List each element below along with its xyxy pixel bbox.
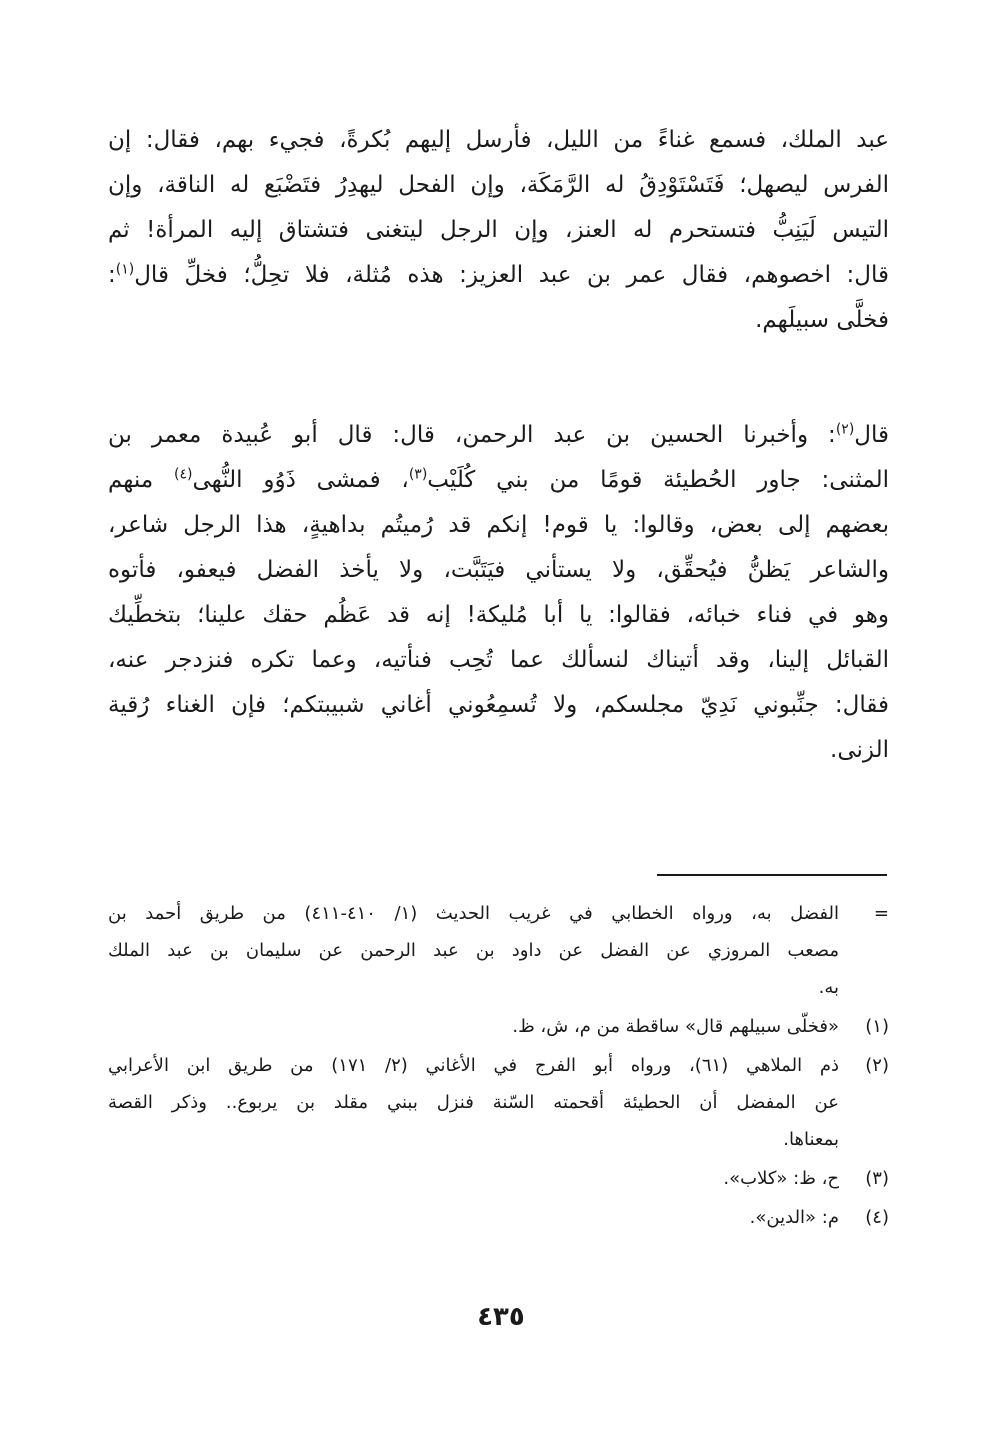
footnote-line: عن المفضل أن الحطيئة أقحمته السّنة فنزل ببني مقلد بن يربوع.. وذكر القصة [108, 1092, 839, 1113]
footnote-mark: (٤) [865, 1207, 889, 1228]
page-number: ٤٣٥ [477, 1302, 525, 1332]
footnote-body [108, 1008, 839, 1045]
footnote-separator [657, 874, 887, 876]
footnote-line: «فخلّى سبيلهم قال» ساقطة من م، ش، ظ. [512, 1016, 839, 1037]
text-line-with-ref [108, 413, 889, 458]
footnote-ref-3: (٣) [408, 466, 428, 483]
text-line: وهو في فناء خبائه، فقالوا: يا أبا مُليكة! إنه قد عَظُم حقك علينا؛ بتخطِّيك [108, 602, 889, 628]
footnote-line: مصعب المروزي عن الفضل عن داود بن عبد الرحمن عن سليمان بن عبد الملك [108, 940, 839, 961]
text-line: والشاعر يَظنُّ فيُحقِّق، ولا يستأني فيَتَبَّت، ولا يأخذ الفضل فيعفو، فأتوه [108, 557, 889, 583]
text-line: فخلَّى سبيلَهم. [755, 307, 889, 333]
text-line: فقال: جنِّبوني نَدِيّ مجلسكم، ولا تُسمِعُوني أغاني شبيبتكم؛ فإن الغناء رُقية [108, 692, 889, 718]
footnote-body [108, 1199, 839, 1236]
text-segment: منهم [108, 467, 174, 493]
footnote-mark: = [873, 903, 889, 924]
text-line: بعضهم إلى بعض، وقالوا: يا قوم! إنكم قد رُميتُم بداهيةٍ، هذا الرجل شاعر، [108, 512, 889, 538]
footnotes [108, 895, 889, 1236]
footnote-line: ذم الملاهي (٦١)، ورواه أبو الفرج في الأغاني (٢/ ١٧١) من طريق ابن الأعرابي [108, 1055, 839, 1076]
text-line-with-ref [108, 458, 889, 503]
footnote-line: به. [818, 977, 839, 998]
text-segment: ، فمشى ذَوُو النُّهى [192, 467, 409, 493]
footnote-1 [108, 1008, 889, 1045]
footnote-body [108, 1047, 839, 1158]
text-line: القبائل إلينا، وقد أتيناك لنسألك عما تُحِب فنأتيه، وعما تكره فنزدجر عنه، [108, 647, 889, 673]
footnote-body [108, 1160, 839, 1197]
paragraph-1 [108, 118, 889, 343]
text-line: التيس لَيَنِبُّ فتستحرم له العنز، وإن الرجل ليتغنى فتشتاق إليه المرأة! ثم [108, 217, 889, 243]
text-segment: : [108, 262, 116, 288]
footnote-line: بمعناها. [783, 1129, 839, 1150]
text-segment: المثنى: جاور الحُطيئة قومًا من بني كُلَيْب [427, 467, 889, 493]
footnote-line: ح، ظ: «كلاب». [723, 1168, 839, 1189]
text-line: عبد الملك، فسمع غناءً من الليل، فأرسل إليهم بُكرةً، فجيء بهم، فقال: إن [108, 127, 889, 153]
footnote-ref-1: (١) [115, 261, 135, 278]
footnote-ref-4: (٤) [173, 466, 193, 483]
text-line-with-ref [108, 253, 889, 298]
paragraph-2 [108, 413, 889, 773]
text-segment: قال: اخصوهم، فقال عمر بن عبد العزيز: هذه مُثلة، فلا تحِلُّ؛ فخلِّ قال [134, 262, 889, 288]
footnote-line: م: «الدين». [749, 1207, 839, 1228]
footnote-2 [108, 1047, 889, 1158]
footnote-4 [108, 1199, 889, 1236]
footnote-mark: (٣) [865, 1168, 889, 1189]
text-line: الزنى. [830, 737, 889, 763]
footnote-body [108, 895, 839, 1006]
footnote-line: الفضل به، ورواه الخطابي في غريب الحديث (١/ ٤١٠-٤١١) من طريق أحمد بن [108, 903, 839, 924]
text-segment: : وأخبرنا الحسين بن عبد الرحمن، قال: قال أبو عُبيدة معمر بن [108, 422, 836, 448]
footnote-mark: (٢) [865, 1055, 889, 1076]
footnote-ref-2: (٢) [835, 421, 855, 438]
footnote-continued [108, 895, 889, 1006]
footnote-mark: (١) [865, 1016, 889, 1037]
footnote-3 [108, 1160, 889, 1197]
text-line: الفرس ليصهل؛ فَتَسْتَوْدِقُ له الرَّمَكَة، وإن الفحل ليهدِرُ فتَضْبَع له الناقة، وإن [108, 172, 889, 198]
text-segment: قال [854, 422, 889, 448]
